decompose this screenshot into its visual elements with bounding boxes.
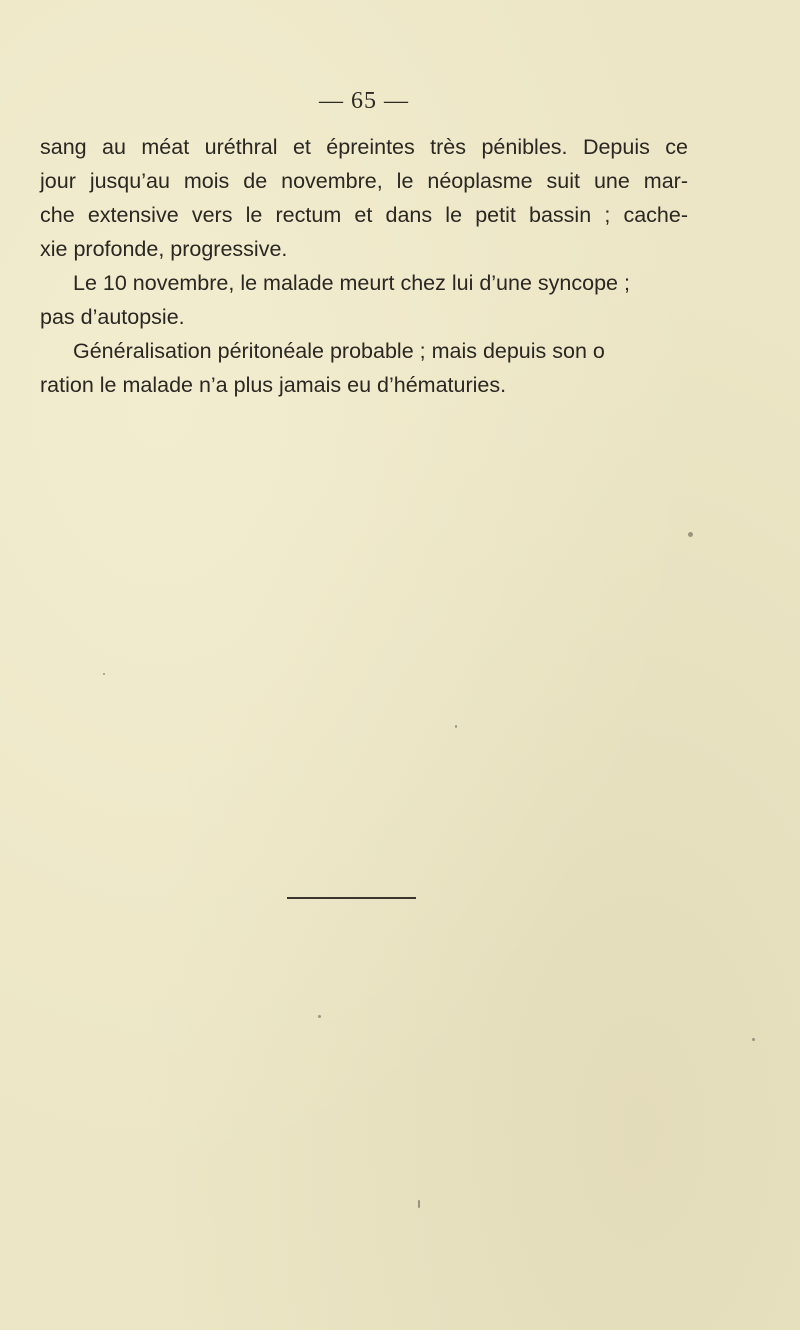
paper-speck: [455, 725, 457, 728]
paper-speck: [752, 1038, 755, 1041]
text-line: che extensive vers le rectum et dans le petit bassin ; cache-: [40, 203, 688, 227]
text-line: sang au méat uréthral et épreintes très pénibles. Depuis ce: [40, 135, 688, 159]
section-divider-rule: [287, 897, 416, 899]
paper-speck: [688, 532, 693, 537]
body-text: [40, 130, 688, 402]
text-line: Généralisation péritonéale probable ; mais depuis son o: [73, 339, 605, 363]
text-line: xie profonde, progressive.: [40, 237, 288, 261]
page-number: — 65 —: [319, 88, 409, 114]
text-line: Le 10 novembre, le malade meurt chez lui d’une syncope ;: [73, 271, 630, 295]
paper-speck: [418, 1200, 420, 1208]
text-line: ration le malade n’a plus jamais eu d’hématuries.: [40, 373, 507, 397]
paper-speck: [318, 1015, 321, 1018]
text-line: pas d’autopsie.: [40, 305, 185, 329]
paper-speck: [103, 673, 105, 675]
text-line: jour jusqu’au mois de novembre, le néoplasme suit une mar-: [40, 169, 688, 193]
